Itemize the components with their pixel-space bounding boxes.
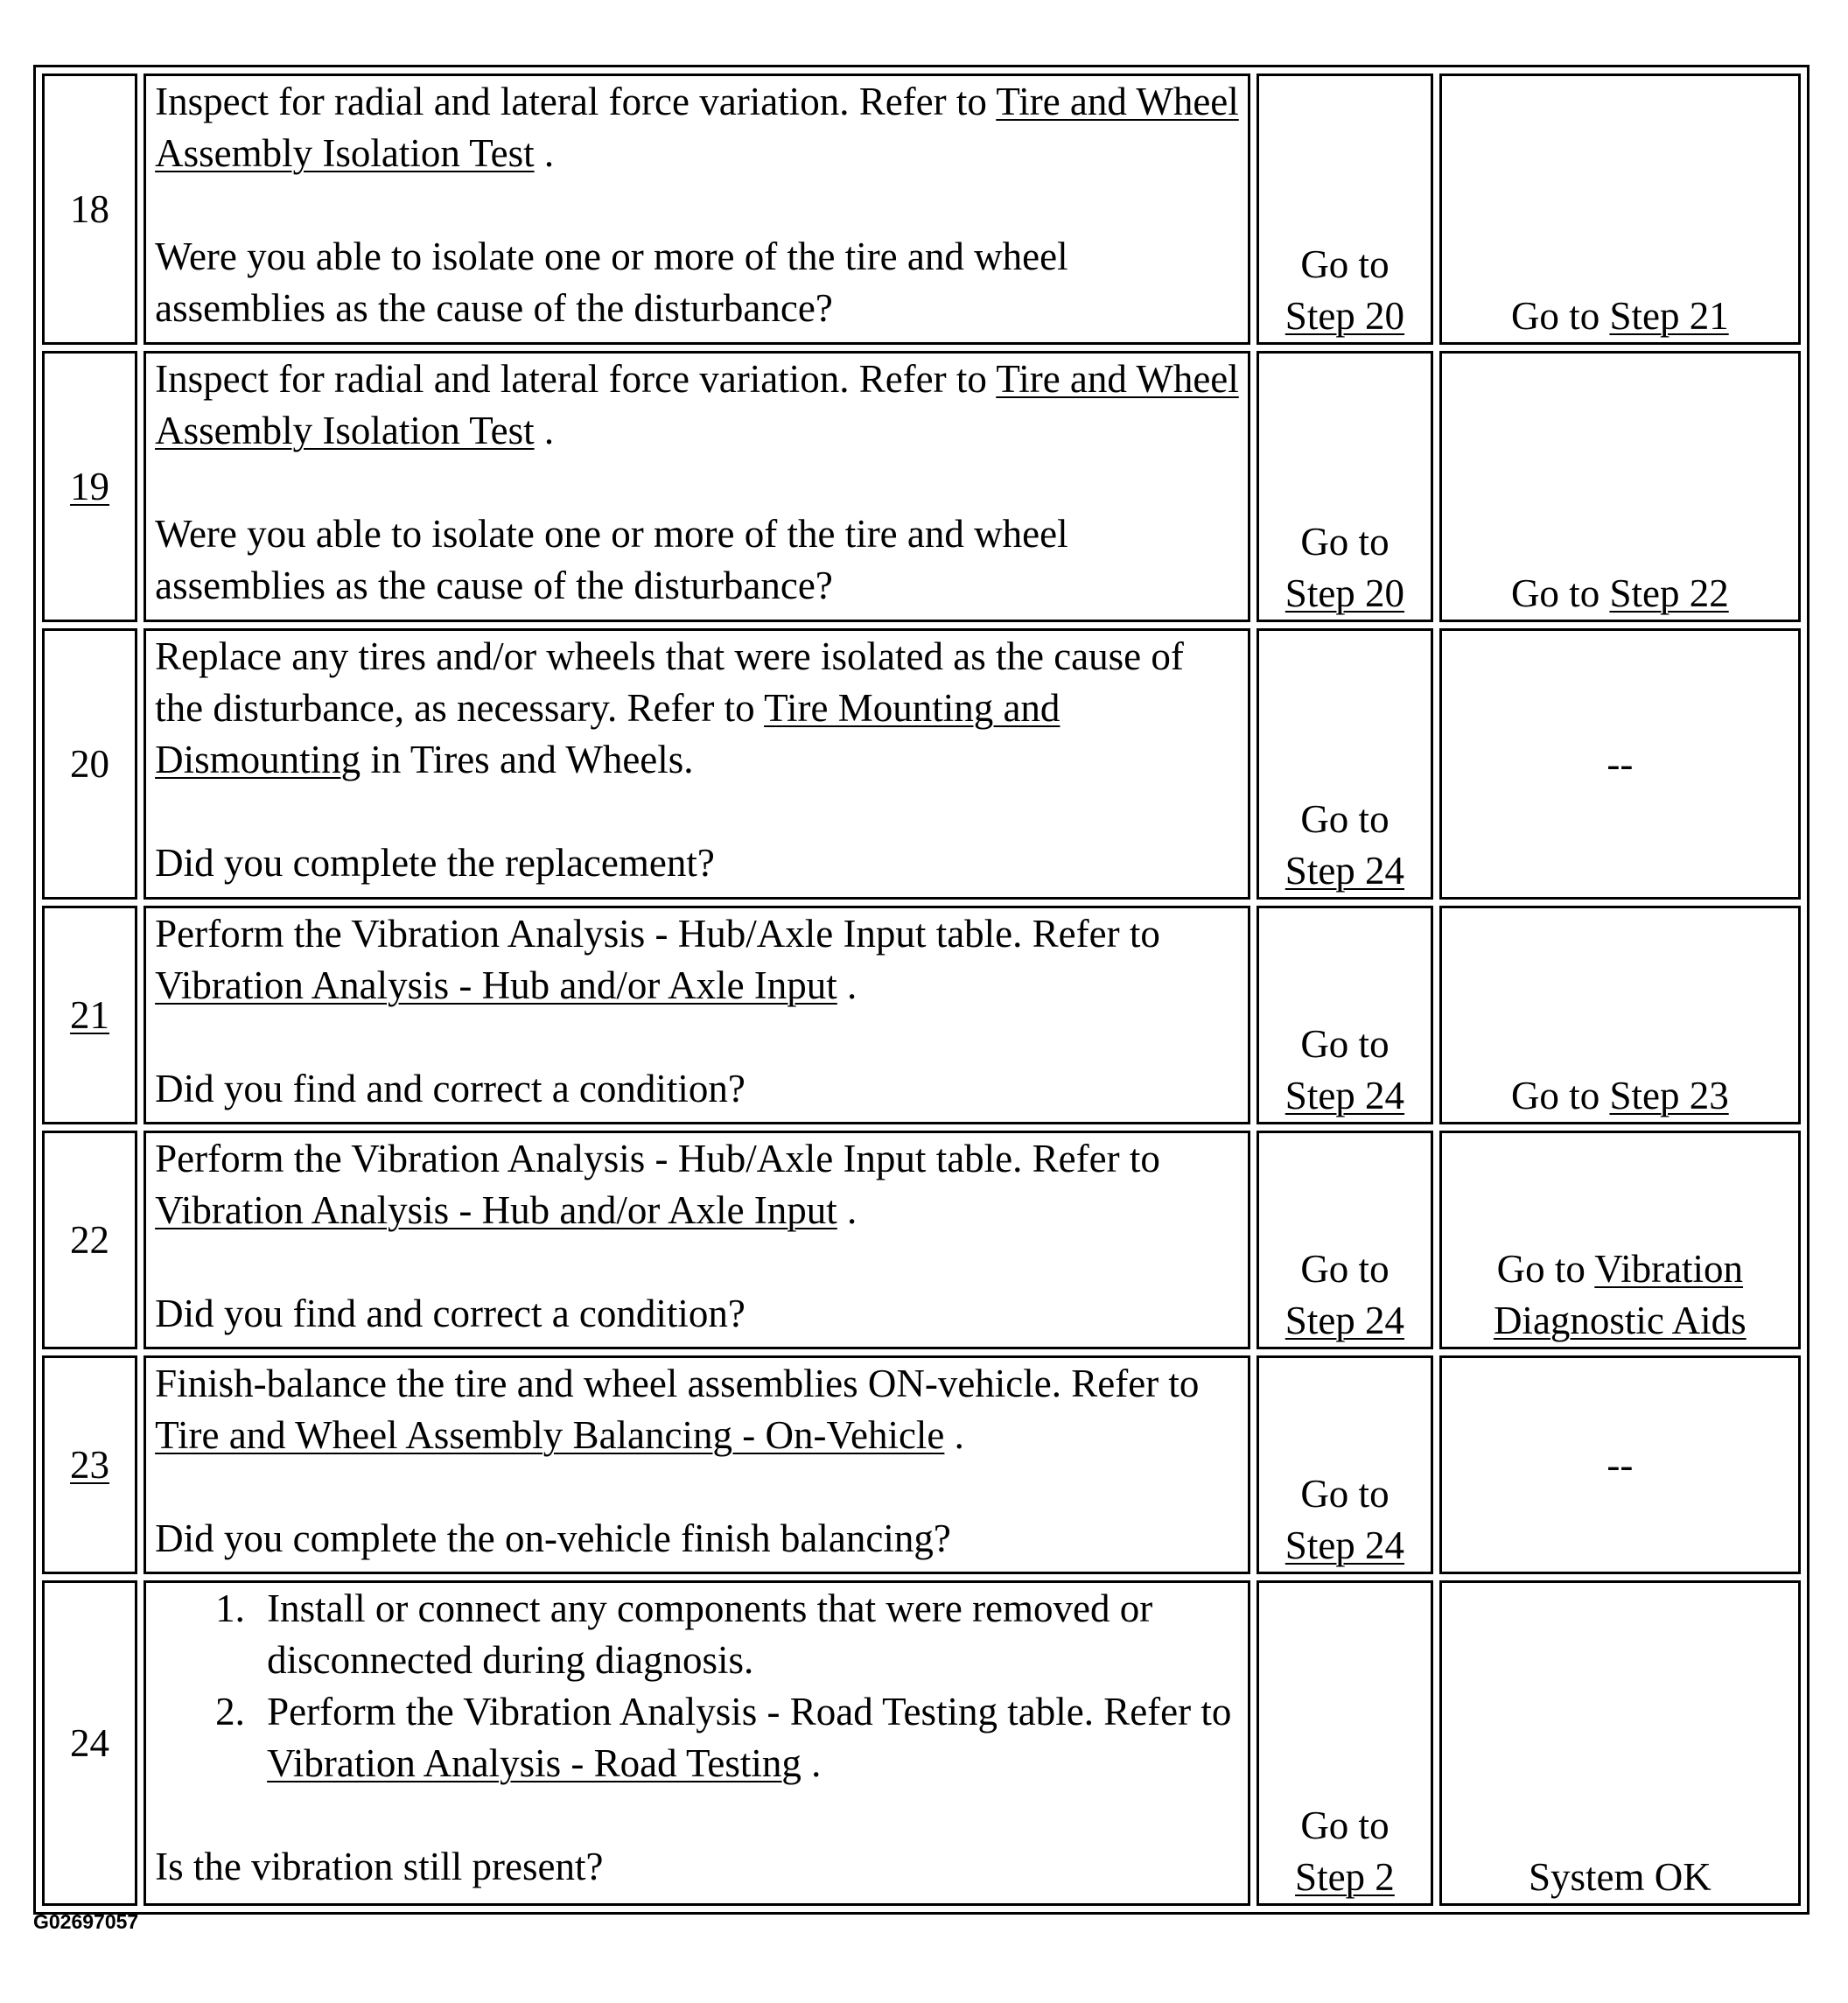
on-vehicle-balancing-link[interactable]: Tire and Wheel Assembly Balancing - On-Vehicle [155,1413,945,1457]
table-row [42,1580,1801,1906]
list-item [255,1686,1239,1789]
yes-step-link[interactable]: Step 20 [1284,294,1405,338]
table-row [42,351,1801,622]
spacer [155,1012,1239,1063]
yes-cell [1256,906,1432,1124]
step-number-link[interactable]: 21 [70,992,110,1037]
spacer [155,1789,1239,1841]
no-cell [1439,1355,1801,1574]
action-text-end: . [801,1741,822,1785]
table-row [42,1355,1801,1574]
action-text: Perform the Vibration Analysis - Road Testing table. Refer to [267,1690,1232,1733]
vibration-diagnostic-aids-link[interactable]: Vibration Diagnostic Aids [1493,1247,1746,1342]
action-text: Replace any tires and/or wheels that were isolated as the cause of the disturbance, as necessary. Refer to [155,634,1184,730]
question-text: Did you find and correct a condition? [155,1292,746,1335]
no-step-link[interactable]: Step 21 [1609,294,1729,338]
action-text-end: . [836,963,858,1007]
step-number: 18 [70,186,110,231]
action-cell [144,628,1250,900]
no-step-link[interactable]: Step 22 [1609,571,1729,615]
no-cell [1439,628,1801,900]
go-to-label: Go to [1510,294,1610,338]
system-ok-text: System OK [1528,1855,1712,1899]
question-text: Is the vibration still present? [155,1845,604,1888]
action-text-end: in Tires and Wheels. [360,738,694,781]
action-cell [144,1355,1250,1574]
action-text: Inspect for radial and lateral force variation. Refer to [155,80,997,123]
list-item: 1. Install or connect any components that were removed or disconnected during diagnosis. [255,1583,1239,1686]
action-text: Inspect for radial and lateral force variation. Refer to [155,357,997,401]
yes-cell [1256,1131,1432,1349]
yes-cell [1256,1355,1432,1574]
action-text-end: . [836,1188,858,1232]
spacer [155,786,1239,837]
tire-wheel-isolation-link[interactable]: Tire and Wheel Assembly Isolation Test [155,80,1239,175]
question-text: Were you able to isolate one or more of the tire and wheel assemblies as the cause of the disturbance? [155,512,1068,607]
table-row [42,628,1801,900]
no-step-link[interactable]: Step 23 [1609,1074,1729,1117]
yes-step-link[interactable]: Step 20 [1284,571,1405,615]
step-number-cell [42,1131,137,1349]
step-number-cell [42,628,137,900]
yes-step-link[interactable]: Step 2 [1295,1855,1395,1899]
question-text: Did you complete the on-vehicle finish balancing? [155,1516,951,1560]
hub-axle-input-link[interactable]: Vibration Analysis - Hub and/or Axle Input [155,1188,837,1232]
action-cell [144,1131,1250,1349]
no-cell [1439,74,1801,345]
spacer [155,457,1239,508]
action-cell [144,74,1250,345]
go-to-label: Go to [1300,1022,1390,1066]
step-number: 22 [70,1217,110,1262]
yes-step-link[interactable]: Step 24 [1284,1523,1405,1567]
tire-wheel-isolation-link[interactable]: Tire and Wheel Assembly Isolation Test [155,357,1239,452]
go-to-label: Go to [1300,797,1390,841]
action-text-end: . [534,131,555,175]
no-cell [1439,1580,1801,1906]
action-text: Finish-balance the tire and wheel assemblies ON-vehicle. Refer to [155,1362,1200,1405]
yes-cell [1256,628,1432,900]
step-number-link[interactable]: 19 [70,464,110,508]
step-number-cell [42,1355,137,1574]
yes-cell [1256,1580,1432,1906]
table-body [42,74,1801,1906]
action-cell [144,351,1250,622]
table-row [42,74,1801,345]
spacer [155,179,1239,231]
no-cell [1439,1131,1801,1349]
go-to-label: Go to [1300,242,1390,286]
hub-axle-input-link[interactable]: Vibration Analysis - Hub and/or Axle Input [155,963,837,1007]
spacer [155,1236,1239,1288]
go-to-label: Go to [1510,571,1610,615]
action-list [155,1583,1239,1789]
road-testing-link[interactable]: Vibration Analysis - Road Testing [267,1741,802,1785]
no-action-dash: -- [1606,741,1634,786]
action-cell [144,1580,1250,1906]
tire-mounting-link[interactable]: Tire Mounting and Dismounting [155,686,1060,781]
yes-step-link[interactable]: Step 24 [1284,1299,1405,1342]
step-number-cell [42,351,137,622]
step-number-cell [42,1580,137,1906]
go-to-label: Go to [1300,1247,1390,1291]
spacer [155,1461,1239,1513]
step-number-link[interactable]: 23 [70,1442,110,1487]
no-action-dash: -- [1606,1442,1634,1487]
yes-cell [1256,74,1432,345]
no-cell [1439,351,1801,622]
no-cell [1439,906,1801,1124]
yes-step-link[interactable]: Step 24 [1284,1074,1405,1117]
action-text: Perform the Vibration Analysis - Hub/Axle Input table. Refer to [155,1137,1160,1180]
question-text: Were you able to isolate one or more of the tire and wheel assemblies as the cause of the disturbance? [155,235,1068,330]
go-to-label: Go to [1300,1472,1390,1516]
yes-cell [1256,351,1432,622]
go-to-label: Go to [1300,520,1390,564]
action-cell [144,906,1250,1124]
step-number: 20 [70,741,110,786]
question-text: Did you find and correct a condition? [155,1067,746,1110]
step-number-cell [42,906,137,1124]
go-to-label: Go to [1496,1247,1595,1291]
table-row [42,906,1801,1124]
yes-step-link[interactable]: Step 24 [1284,849,1405,893]
figure-id: G02697057 [33,1910,139,1933]
go-to-label: Go to [1510,1074,1610,1117]
action-text-end: . [534,409,555,452]
action-text: Perform the Vibration Analysis - Hub/Axle Input table. Refer to [155,912,1160,956]
table-row [42,1131,1801,1349]
step-number-cell [42,74,137,345]
go-to-label: Go to [1300,1803,1390,1847]
step-number: 24 [70,1720,110,1765]
action-text-end: . [944,1413,964,1457]
diagnostic-steps-table [33,65,1810,1915]
question-text: Did you complete the replacement? [155,841,715,885]
